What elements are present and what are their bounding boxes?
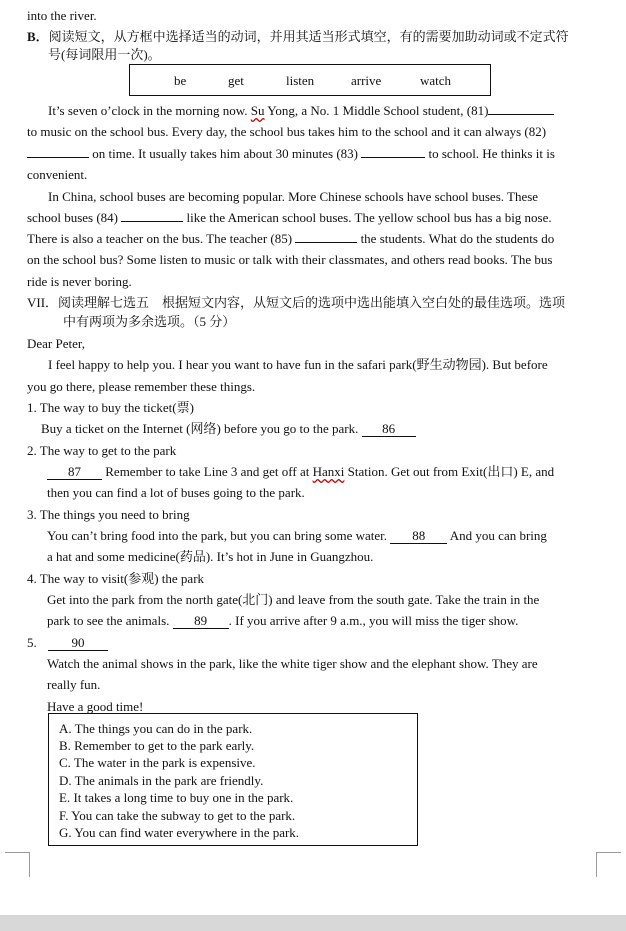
passage-line: [48, 186, 597, 207]
line-text: 3. The things you need to bring: [27, 507, 190, 522]
passage-line: [27, 228, 597, 249]
answer-blank-85[interactable]: [295, 229, 357, 243]
line-text: It’s seven o’clock in the morning now.: [48, 103, 251, 118]
passage-line: [47, 525, 597, 546]
item-heading-2: [27, 440, 597, 461]
line-text: really fun.: [47, 677, 101, 692]
line-text: convenient.: [27, 167, 88, 182]
section-label: B．: [27, 29, 49, 44]
line-text: 4. The way to visit(参观) the park: [27, 571, 205, 586]
line-text: Get into the park from the north gate(北门) and leave from the south gate. Take the train in the: [47, 592, 540, 607]
answer-blank-88[interactable]: 88: [390, 528, 447, 544]
line-text: 2. The way to get to the park: [27, 443, 177, 458]
line-text: like the American school buses. The yellow school bus has a big nose.: [183, 210, 552, 225]
section-b-heading-cont: [48, 44, 618, 65]
line-text: on time. It usually takes him about 30 minutes (83): [89, 146, 358, 161]
line-text: There is also a teacher on the bus. The teacher (85): [27, 231, 293, 246]
line-text: school buses (84): [27, 210, 118, 225]
answer-blank-89[interactable]: 89: [173, 613, 229, 629]
line-text: Station. Get out from Exit(出口) E, and: [344, 464, 555, 479]
option-e: E. It takes a long time to buy one in the park.: [59, 790, 294, 805]
instruction-text: 阅读短文，从方框中选择适当的动词，并用其适当形式填空，有的需要加助动词或不定式符: [48, 29, 569, 44]
answer-blank-82[interactable]: [27, 144, 89, 158]
line-text: Have a good time!: [47, 699, 144, 714]
line-text: park to see the animals.: [47, 613, 173, 628]
section-vii-heading-cont: [63, 311, 626, 332]
item-heading-1: [27, 397, 597, 418]
line-text: Dear Peter,: [27, 336, 85, 351]
item-heading-4: [27, 568, 597, 589]
item-heading-5: [27, 632, 597, 653]
page-corner-mark-left: [5, 852, 30, 877]
instruction-text: 号(每词限用一次)。: [48, 47, 161, 62]
line-text: I feel happy to help you. I hear you want to have fun in the safari park(野生动物园). But before: [48, 357, 548, 372]
line-text: Yong, a No. 1 Middle School student, (81): [264, 103, 489, 118]
section-vii-heading: [27, 292, 597, 313]
passage-line: [48, 100, 597, 121]
letter-greeting: [27, 333, 597, 354]
passage-line: [47, 674, 617, 695]
answer-blank-86[interactable]: 86: [362, 421, 416, 437]
line-text: you go there, please remember these things.: [27, 379, 256, 394]
item-heading-3: [27, 504, 597, 525]
passage-line: [27, 376, 597, 397]
line-text: the students. What do the students do: [357, 231, 555, 246]
line-text: . If you arrive after 9 a.m., you will miss the tiger show.: [228, 613, 519, 628]
line-text: 5.: [27, 635, 40, 650]
passage-line: [48, 354, 597, 375]
option-b: B. Remember to get to the park early.: [59, 738, 255, 753]
passage-line: [47, 653, 597, 674]
instruction-text: VII．阅读理解七选五 根据短文内容，从短文后的选项中选出能填入空白处的最佳选项。选项: [27, 295, 566, 310]
name-text: Su: [250, 103, 265, 118]
passage-line: [27, 121, 597, 142]
line-text: Buy a ticket on the Internet (网络) before you go to the park.: [41, 421, 362, 436]
viewer-bottom-bar: [0, 915, 626, 931]
answer-blank-90[interactable]: 90: [48, 635, 108, 651]
line-text: Watch the animal shows in the park, like the white tiger show and the elephant show. They are: [47, 656, 538, 671]
line-text: then you can find a lot of buses going to the park.: [47, 485, 305, 500]
answer-blank-87[interactable]: 87: [47, 464, 102, 480]
option-c: C. The water in the park is expensive.: [59, 755, 256, 770]
passage-line: [27, 249, 597, 270]
page-corner-mark-right: [596, 852, 621, 877]
option-f: F. You can take the subway to get to the park.: [59, 808, 296, 823]
passage-line: [27, 207, 597, 228]
passage-line: [41, 418, 611, 439]
passage-line: [47, 546, 617, 567]
line-text: a hat and some medicine(药品). It’s hot in June in Guangzhou.: [47, 549, 374, 564]
option-g: G. You can find water everywhere in the park.: [59, 825, 300, 840]
word-bank-item: get: [228, 73, 244, 88]
line-text: And you can bring: [447, 528, 547, 543]
options-box: [48, 713, 418, 846]
answer-blank-84[interactable]: [121, 208, 183, 222]
line-text: ride is never boring.: [27, 274, 132, 289]
word-bank-item: listen: [286, 73, 315, 88]
text-line: [27, 5, 597, 26]
place-name-text: Hanxi: [312, 464, 345, 479]
line-text: into the river.: [27, 8, 97, 23]
line-text: to music on the school bus. Every day, the school bus takes him to the school and it can always (82): [27, 124, 547, 139]
line-text: You can’t bring food into the park, but you can bring some water.: [47, 528, 391, 543]
passage-line: [47, 461, 597, 482]
answer-blank-83[interactable]: [361, 144, 425, 158]
option-d: D. The animals in the park are friendly.: [59, 773, 264, 788]
option-a: A. The things you can do in the park.: [59, 721, 253, 736]
line-text: on the school bus? Some listen to music or talk with their classmates, and others read books. The bus: [27, 252, 553, 267]
passage-line: [47, 482, 617, 503]
answer-blank-81[interactable]: [488, 101, 554, 115]
passage-line: [27, 271, 597, 292]
passage-line: [47, 589, 597, 610]
passage-line: [27, 164, 597, 185]
line-text: In China, school buses are becoming popular. More Chinese schools have school buses. These: [48, 189, 539, 204]
word-bank-box: [129, 64, 491, 96]
instruction-text: 中有两项为多余选项。（5 分）: [63, 314, 236, 329]
line-text: 1. The way to buy the ticket(票): [27, 400, 194, 415]
word-bank-item: arrive: [351, 73, 382, 88]
word-bank-item: be: [174, 73, 187, 88]
line-text: Remember to take Line 3 and get off at: [102, 464, 313, 479]
line-text: to school. He thinks it is: [425, 146, 555, 161]
word-bank-item: watch: [420, 73, 452, 88]
passage-line: [27, 143, 597, 164]
passage-line: [47, 610, 617, 631]
